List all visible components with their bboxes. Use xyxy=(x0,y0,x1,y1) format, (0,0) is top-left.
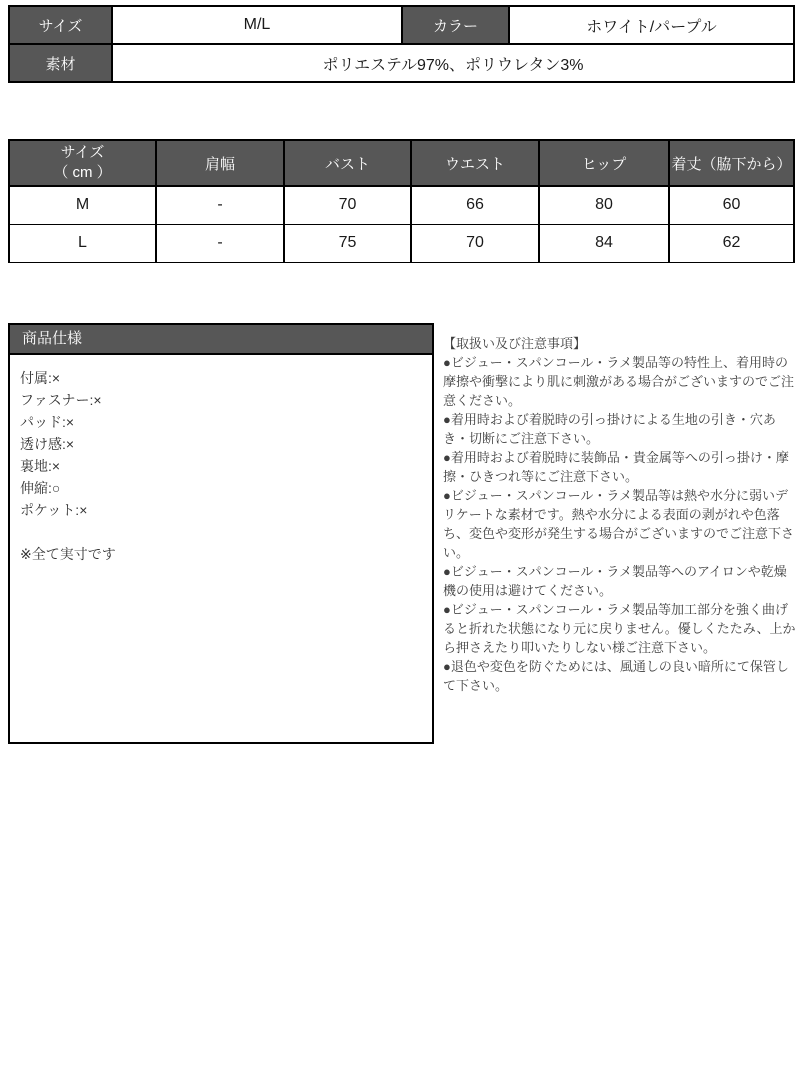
l-shoulder-cell: - xyxy=(156,224,284,262)
note-item: ●着用時および着脱時に装飾品・貴金属等への引っ掛け・摩擦・ひきつれ等にご注意下さい。 xyxy=(443,450,789,484)
m-length-cell: 60 xyxy=(669,186,794,224)
bust-header-cell: バスト xyxy=(284,140,411,186)
handling-notes xyxy=(443,334,797,695)
list-item: 透け感:× xyxy=(20,436,75,452)
size-m-cell: M xyxy=(9,186,156,224)
m-shoulder-cell: - xyxy=(156,186,284,224)
product-spec-title: 商品仕様 xyxy=(10,325,432,355)
l-waist-cell: 70 xyxy=(411,224,539,262)
list-item: 伸縮:○ xyxy=(20,480,61,496)
product-spec-box xyxy=(8,323,434,744)
list-item: 付属:× xyxy=(20,370,61,386)
measurement-table xyxy=(8,139,795,263)
note-item: ●ビジュー・スパンコール・ラメ製品等は熱や水分に弱いデリケートな素材です。熱や水分による表面の剥がれや色落ち、変色や変形が発生する場合がございますのでご注意下さい。 xyxy=(443,488,795,560)
table-row-size-m xyxy=(9,186,794,224)
size-label-cell: サイズ xyxy=(9,6,112,44)
m-hip-cell: 80 xyxy=(539,186,669,224)
material-label-cell: 素材 xyxy=(9,44,112,82)
size-cm-header-line1: サイズ xyxy=(60,144,105,161)
m-waist-cell: 66 xyxy=(411,186,539,224)
material-value-cell: ポリエステル97%、ポリウレタン3% xyxy=(112,44,794,82)
handling-notes-title: 【取扱い及び注意事項】 xyxy=(443,336,587,351)
m-bust-cell: 70 xyxy=(284,186,411,224)
size-value-cell: M/L xyxy=(112,6,402,44)
note-item: ●退色や変色を防ぐためには、風通しの良い暗所にて保管して下さい。 xyxy=(443,659,789,693)
table-row-size-l xyxy=(9,224,794,262)
product-spec-list xyxy=(10,355,432,577)
l-length-cell: 62 xyxy=(669,224,794,262)
l-bust-cell: 75 xyxy=(284,224,411,262)
actual-measurement-note: ※全て実寸です xyxy=(20,546,116,562)
size-cm-header-cell xyxy=(9,140,156,186)
hip-header-cell: ヒップ xyxy=(539,140,669,186)
color-label-cell: カラー xyxy=(402,6,509,44)
color-value-cell: ホワイト/パープル xyxy=(509,6,794,44)
list-item: パッド:× xyxy=(20,414,75,430)
waist-header-cell: ウエスト xyxy=(411,140,539,186)
list-item: ポケット:× xyxy=(20,502,88,518)
note-item: ●着用時および着脱時の引っ掛けによる生地の引き・穴あき・切断にご注意下さい。 xyxy=(443,412,776,446)
table-row xyxy=(9,44,794,82)
length-header-cell: 着丈（脇下から） xyxy=(669,140,794,186)
list-item: ファスナー:× xyxy=(20,392,102,408)
l-hip-cell: 84 xyxy=(539,224,669,262)
measurement-header-row xyxy=(9,140,794,186)
table-row xyxy=(9,6,794,44)
note-item: ●ビジュー・スパンコール・ラメ製品等加工部分を強く曲げると折れた状態になり元に戻りません。優しくたたみ、上から押さえたり叩いたりしない様ご注意下さい。 xyxy=(443,602,796,655)
size-cm-header-line2: （ cm ） xyxy=(53,164,112,181)
size-l-cell: L xyxy=(9,224,156,262)
note-item: ●ビジュー・スパンコール・ラメ製品等の特性上、着用時の摩擦や衝撃により肌に刺激がある場合がございますのでご注意ください。 xyxy=(443,355,795,408)
size-color-material-table xyxy=(8,5,795,83)
list-item: 裏地:× xyxy=(20,458,61,474)
shoulder-header-cell: 肩幅 xyxy=(156,140,284,186)
note-item: ●ビジュー・スパンコール・ラメ製品等へのアイロンや乾燥機の使用は避けてください。 xyxy=(443,564,787,598)
